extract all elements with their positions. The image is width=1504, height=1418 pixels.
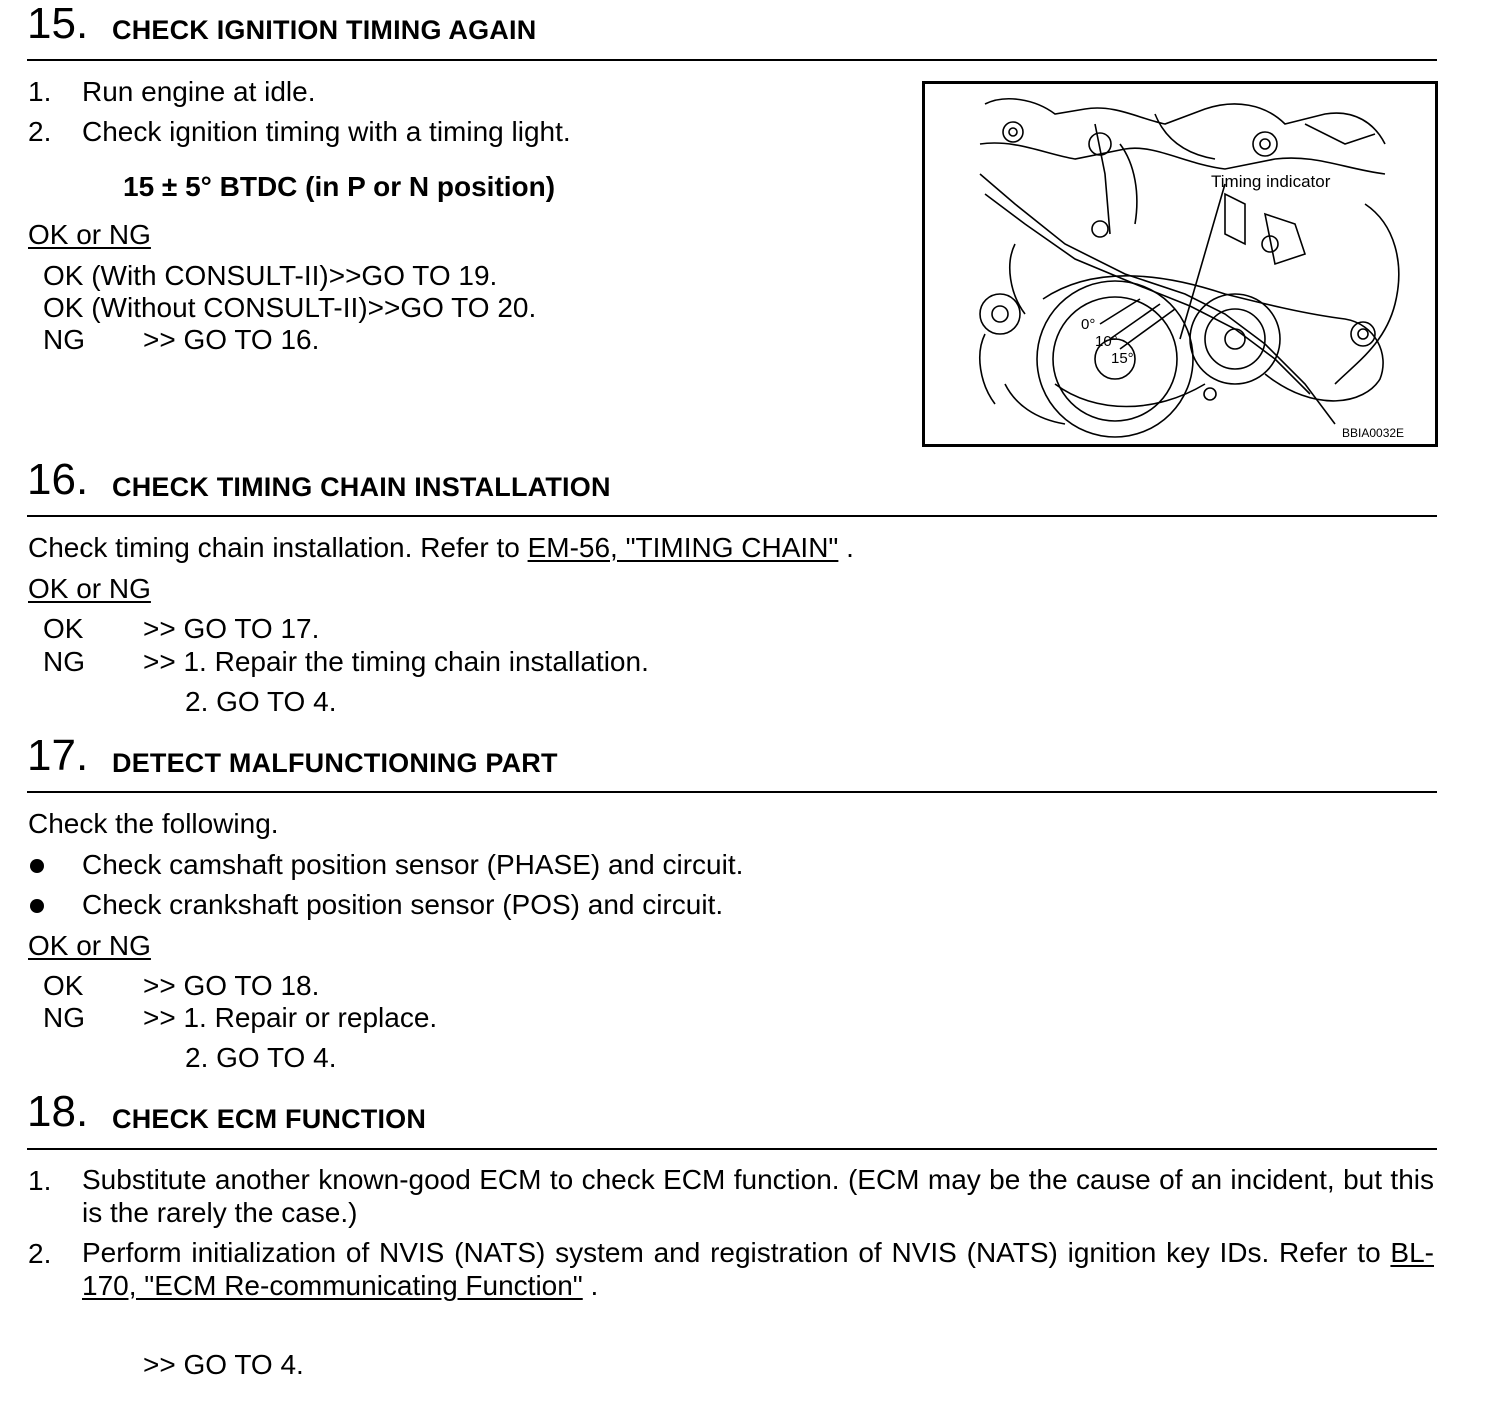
section-18-rule (27, 1148, 1437, 1150)
engine-pulley-illustration (925, 84, 1435, 444)
s15-step-2-text: Check ignition timing with a timing light. (82, 116, 571, 147)
bullet-icon (30, 859, 44, 873)
s17-bullet-crankshaft: Check crankshaft position sensor (POS) and circuit. (82, 889, 724, 920)
section-16-title: CHECK TIMING CHAIN INSTALLATION (112, 472, 611, 502)
section-15-number: 15. (27, 0, 89, 48)
mark-0-deg: 0° (1081, 316, 1096, 333)
bullet-icon (30, 899, 44, 913)
s16-instruction-text: Check timing chain installation. Refer to (28, 532, 520, 563)
section-15-title: CHECK IGNITION TIMING AGAIN (112, 15, 537, 45)
s17-ng-action: >> 1. Repair or replace. (143, 1002, 438, 1033)
section-15-rule (27, 59, 1437, 61)
section-17-number: 17. (27, 731, 89, 780)
em-56-timing-chain-link[interactable]: EM-56, "TIMING CHAIN" (527, 532, 839, 563)
s17-ok-or-ng-heading: OK or NG (28, 930, 151, 961)
timing-indicator-label: Timing indicator (1211, 172, 1331, 191)
section-18-title: CHECK ECM FUNCTION (112, 1104, 427, 1134)
s17-intro: Check the following. (28, 808, 279, 839)
figure-code: BBIA0032E (1342, 426, 1405, 440)
s15-step-2-number: 2. (28, 116, 52, 147)
s15-step-1-text: Run engine at idle. (82, 76, 316, 107)
s16-ok-action: >> GO TO 17. (143, 613, 320, 644)
s15-result-ng-action: >> GO TO 16. (143, 324, 320, 355)
timing-figure (922, 81, 1438, 447)
section-17-rule (27, 791, 1437, 793)
mark-10-deg: 10° (1095, 333, 1118, 350)
s16-instruction (28, 534, 854, 562)
s18-step-2-number: 2. (28, 1238, 52, 1269)
mark-15-deg: 15° (1111, 350, 1134, 367)
s16-ng-action-2: 2. GO TO 4. (185, 686, 337, 717)
s15-ok-or-ng-heading: OK or NG (28, 219, 151, 250)
bl-170-ecm-recommunicating-link[interactable]: BL-170, "ECM Re-communicating Function" (82, 1237, 1434, 1301)
s15-timing-spec: 15 ± 5° BTDC (in P or N position) (123, 171, 556, 202)
section-18-number: 18. (27, 1087, 89, 1136)
section-16-rule (27, 515, 1437, 517)
s15-result-ng-code: NG (43, 324, 85, 355)
s17-ng-code: NG (43, 1002, 85, 1033)
s16-ng-code: NG (43, 646, 85, 677)
s17-bullet-camshaft: Check camshaft position sensor (PHASE) and circuit. (82, 849, 744, 880)
s15-result-ok-with-consult: OK (With CONSULT-II)>>GO TO 19. (43, 260, 498, 291)
s16-ok-or-ng-heading: OK or NG (28, 573, 151, 604)
s16-ng-action: >> 1. Repair the timing chain installation. (143, 646, 649, 677)
s17-ok-action: >> GO TO 18. (143, 970, 320, 1001)
s18-final-action: >> GO TO 4. (143, 1349, 304, 1380)
s18-step-1-text: Substitute another known-good ECM to check ECM function. (ECM may be the cause of an incident, but this is the rarely the case.) (82, 1164, 1434, 1228)
s17-ng-action-2: 2. GO TO 4. (185, 1042, 337, 1073)
section-16-number: 16. (27, 455, 89, 504)
s15-step-1-number: 1. (28, 76, 52, 107)
s18-step-2-after: . (590, 1270, 599, 1301)
s17-ok-code: OK (43, 970, 84, 1001)
s16-instruction-after: . (846, 532, 854, 563)
s15-result-ok-without-consult: OK (Without CONSULT-II)>>GO TO 20. (43, 292, 537, 323)
s18-step-2-text: Perform initialization of NVIS (NATS) system and registration of NVIS (NATS) ignition key IDs. Refer to (82, 1237, 1381, 1268)
section-17-title: DETECT MALFUNCTIONING PART (112, 748, 558, 778)
s18-step-1-number: 1. (28, 1165, 52, 1196)
s18-step-2 (82, 1236, 1434, 1302)
s16-ok-code: OK (43, 613, 84, 644)
